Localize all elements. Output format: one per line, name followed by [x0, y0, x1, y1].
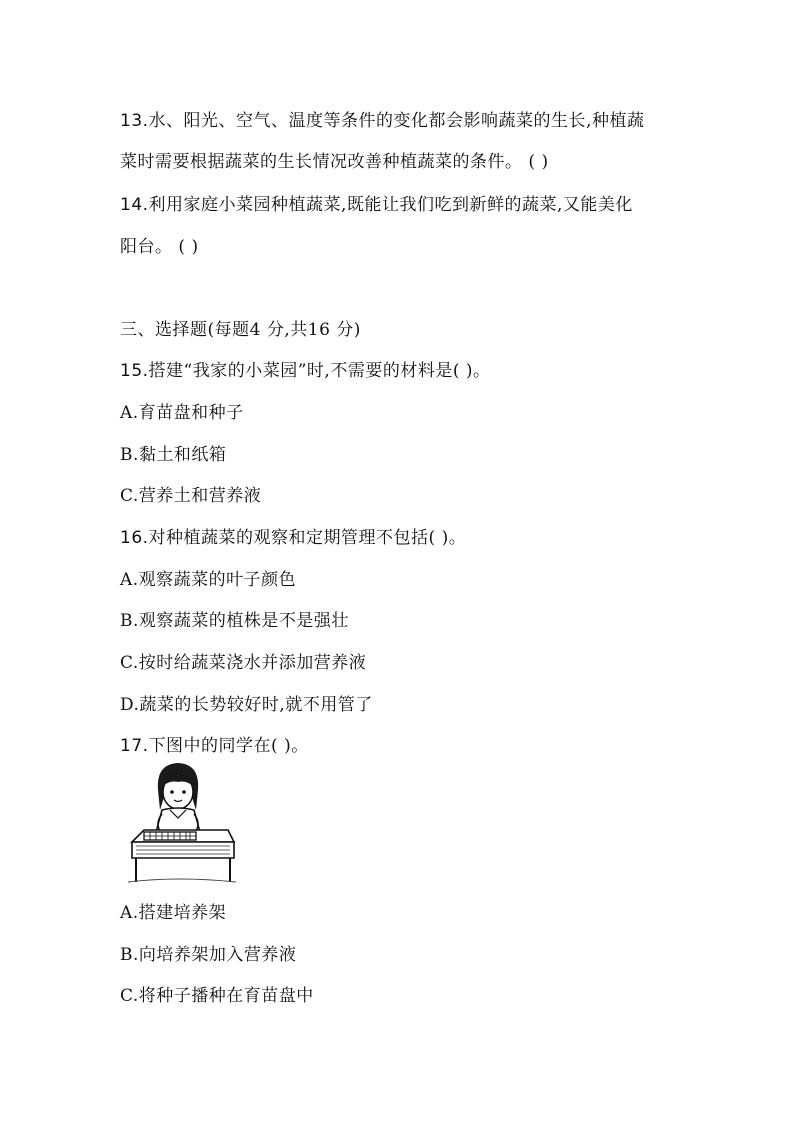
ground-shading: [128, 879, 236, 882]
girl-left-eye: [170, 790, 174, 794]
q15-option-a: A.育苗盘和种子: [120, 403, 244, 423]
student-at-desk-illustration: [118, 758, 238, 888]
q16-option-b: B.观察蔬菜的植株是不是强壮: [120, 611, 349, 631]
girl-shirt: [156, 808, 200, 832]
q17-stem-line: [120, 731, 309, 756]
q16-stem: 对种植蔬菜的观察和定期管理不包括( )。: [148, 528, 467, 548]
q15-option-c: C.营养土和营养液: [120, 486, 262, 506]
q13-text-1: 水、阳光、空气、温度等条件的变化都会影响蔬菜的生长,种植蔬: [148, 111, 645, 131]
section-3-heading: 三、选择题(每题4 分,共16 分): [120, 320, 361, 340]
q17-option-c: C.将种子播种在育苗盘中: [120, 986, 314, 1006]
q16-stem-line: [120, 523, 466, 548]
q16-option-d: D.蔬菜的长势较好时,就不用管了: [120, 695, 373, 715]
q15-number: 15.: [120, 361, 149, 381]
q16-option-a: A.观察蔬菜的叶子颜色: [120, 570, 297, 590]
q17-option-a: A.搭建培养架: [120, 903, 227, 923]
q14-text-1: 利用家庭小菜园种植蔬菜,既能让我们吃到新鲜的蔬菜,又能美化: [148, 195, 633, 215]
q17-number: 17.: [120, 736, 149, 756]
q13-line1: [120, 106, 644, 131]
q14-line1: [120, 190, 633, 215]
q15-option-b: B.黏土和纸箱: [120, 445, 227, 465]
q14-number: 14.: [120, 195, 149, 215]
q16-number: 16.: [120, 528, 149, 548]
q13-number: 13.: [120, 111, 149, 131]
q17-stem: 下图中的同学在( )。: [148, 736, 309, 756]
q17-option-b: B.向培养架加入营养液: [120, 945, 297, 965]
q15-stem-line: [120, 356, 491, 381]
q16-option-c: C.按时给蔬菜浇水并添加营养液: [120, 653, 367, 673]
q15-stem: 搭建“我家的小菜园”时,不需要的材料是( )。: [148, 361, 491, 381]
q13-text-2: 菜时需要根据蔬菜的生长情况改善种植蔬菜的条件。 ( ): [120, 152, 549, 172]
girl-right-eye: [182, 790, 186, 794]
q14-text-2: 阳台。 ( ): [120, 237, 199, 257]
